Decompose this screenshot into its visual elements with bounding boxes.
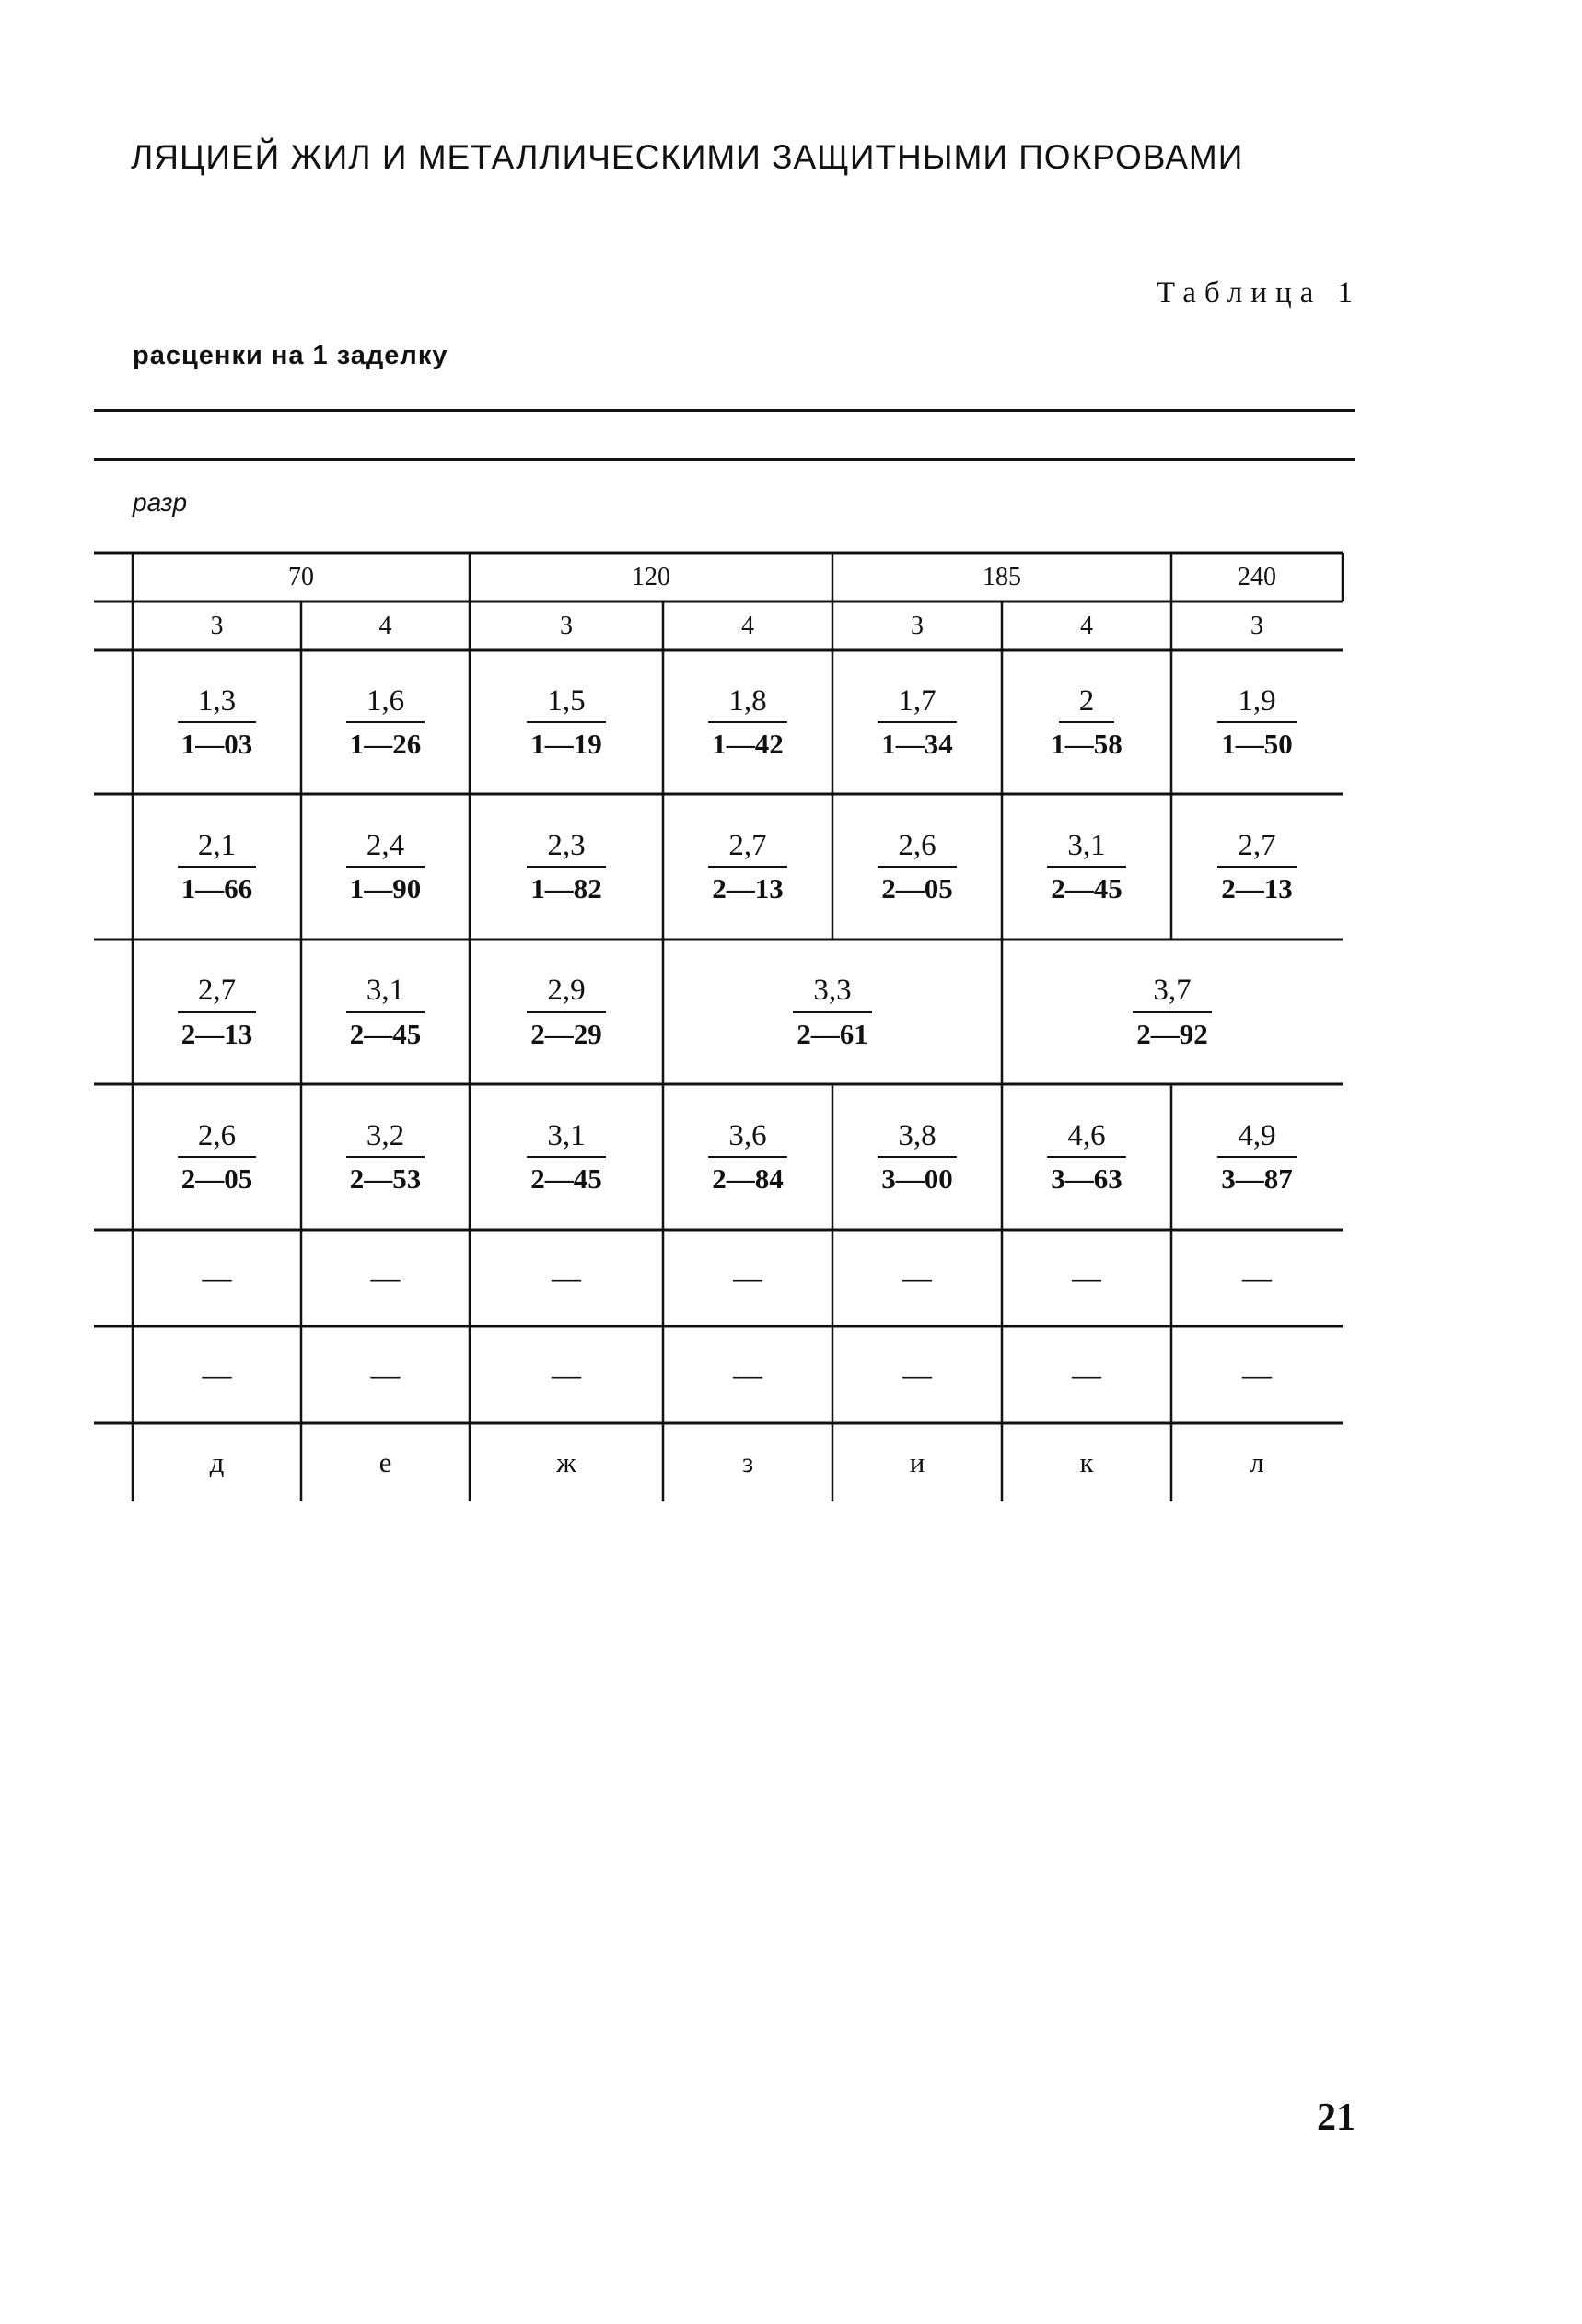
- page-number: 21: [1317, 2096, 1355, 2139]
- rate-price: 2—05: [180, 1162, 253, 1196]
- rate-fraction: [1047, 1119, 1125, 1195]
- rate-price: 1—90: [349, 872, 422, 905]
- rate-fraction: [1217, 684, 1296, 760]
- table-subtitle: расценки на 1 заделку: [133, 341, 448, 370]
- column-header-label: 4: [1080, 611, 1093, 640]
- rate-fraction: [708, 684, 786, 760]
- empty-cell: [1002, 1230, 1171, 1326]
- rate-time-norm: 3,3: [793, 974, 871, 1012]
- column-letter: д: [209, 1445, 225, 1478]
- dash-mark: —: [552, 1261, 581, 1294]
- column-header: [301, 601, 470, 650]
- rate-fraction: [527, 1119, 605, 1195]
- dash-mark: —: [1072, 1261, 1101, 1294]
- rate-fraction: [346, 684, 425, 760]
- rate-fraction: [878, 684, 956, 760]
- column-letter-cell: [301, 1423, 470, 1501]
- section-header: [133, 553, 470, 601]
- rate-fraction: [1133, 974, 1211, 1049]
- rate-time-norm: 2,4: [346, 829, 425, 868]
- dash-mark: —: [1242, 1261, 1272, 1294]
- rate-cell: [133, 1084, 301, 1230]
- rate-price: 2—53: [349, 1162, 422, 1196]
- column-header: [832, 601, 1002, 650]
- rate-fraction: [178, 829, 256, 905]
- column-header: [470, 601, 663, 650]
- rate-fraction: [1217, 829, 1296, 905]
- empty-cell: [301, 1326, 470, 1423]
- rate-time-norm: 3,6: [708, 1119, 786, 1158]
- dash-mark: —: [552, 1358, 581, 1391]
- rate-cell: [301, 940, 470, 1084]
- empty-cell: [1171, 1326, 1343, 1423]
- rate-time-norm: 2,1: [178, 829, 256, 868]
- column-letter-cell: [1171, 1423, 1343, 1501]
- rate-time-norm: 2,3: [527, 829, 605, 868]
- rate-cell: [301, 794, 470, 940]
- rate-cell: [470, 940, 663, 1084]
- rate-fraction: [708, 1119, 786, 1195]
- rate-cell: [832, 1084, 1002, 1230]
- dash-mark: —: [1242, 1358, 1272, 1391]
- section-header-label: 185: [983, 562, 1021, 591]
- rate-fraction: [793, 974, 871, 1049]
- column-letter-cell: [1002, 1423, 1171, 1501]
- empty-cell: [1171, 1230, 1343, 1326]
- column-letter: ж: [556, 1445, 576, 1478]
- empty-cell: [663, 1326, 832, 1423]
- rate-cell: [832, 650, 1002, 794]
- rate-fraction: [527, 974, 605, 1049]
- column-letter: и: [909, 1445, 925, 1478]
- rate-price: 2—13: [180, 1017, 253, 1050]
- column-letter: е: [378, 1445, 392, 1478]
- rate-cell: [301, 650, 470, 794]
- section-header: [1171, 553, 1343, 601]
- rate-time-norm: 4,9: [1217, 1119, 1296, 1158]
- rate-fraction: [1217, 1119, 1296, 1195]
- column-letter-cell: [133, 1423, 301, 1501]
- rate-fraction: [346, 1119, 425, 1195]
- rate-cell: [1002, 794, 1171, 940]
- rate-price: 1—42: [712, 728, 784, 761]
- rate-price: 2—45: [530, 1162, 602, 1196]
- rate-cell: [470, 650, 663, 794]
- rate-price: 3—63: [1051, 1162, 1123, 1196]
- rate-price: 3—00: [881, 1162, 953, 1196]
- rate-price: 2—45: [1051, 872, 1123, 905]
- rate-cell: [663, 1084, 832, 1230]
- dash-mark: —: [733, 1358, 762, 1391]
- column-header-label: 4: [741, 611, 754, 640]
- rate-price: 2—05: [881, 872, 953, 905]
- dash-mark: —: [733, 1261, 762, 1294]
- page-heading: ЛЯЦИЕЙ ЖИЛ И МЕТАЛЛИЧЕСКИМИ ЗАЩИТНЫМИ ПОКРОВАМИ: [131, 138, 1244, 176]
- rate-time-norm: 3,2: [346, 1119, 425, 1158]
- rate-price: 2—92: [1136, 1017, 1208, 1050]
- rate-price: 1—50: [1221, 728, 1293, 761]
- rate-time-norm: 4,6: [1047, 1119, 1125, 1158]
- rate-price: 2—45: [349, 1017, 422, 1050]
- column-header-label: 3: [210, 611, 224, 640]
- section-header-label: 120: [632, 562, 670, 591]
- rate-time-norm: 2,7: [1217, 829, 1296, 868]
- rate-fraction: [346, 974, 425, 1049]
- empty-cell: [133, 1230, 301, 1326]
- rate-price: 2—84: [712, 1162, 784, 1196]
- column-header: [663, 601, 832, 650]
- dash-mark: —: [202, 1358, 232, 1391]
- rate-price: 1—34: [881, 728, 953, 761]
- rate-time-norm: 2: [1059, 684, 1115, 723]
- rate-time-norm: 2,6: [178, 1119, 256, 1158]
- section-header: [470, 553, 832, 601]
- column-letter: з: [741, 1445, 754, 1478]
- column-header-label: 3: [560, 611, 573, 640]
- column-header-label: 4: [378, 611, 392, 640]
- rate-cell: [1002, 1084, 1171, 1230]
- rate-price: 2—29: [530, 1017, 602, 1050]
- column-letter: к: [1079, 1445, 1094, 1478]
- empty-cell: [832, 1230, 1002, 1326]
- rate-cell: [1002, 650, 1171, 794]
- rate-cell: [663, 794, 832, 940]
- rate-fraction: [708, 829, 786, 905]
- rate-fraction: [878, 1119, 956, 1195]
- rate-cell: [470, 1084, 663, 1230]
- rate-cell: [1171, 794, 1343, 940]
- dash-mark: —: [370, 1358, 401, 1391]
- rate-cell: [663, 940, 1002, 1084]
- column-letter: л: [1250, 1445, 1264, 1478]
- rate-time-norm: 2,6: [878, 829, 956, 868]
- column-letter-cell: [470, 1423, 663, 1501]
- rate-time-norm: 3,7: [1133, 974, 1211, 1012]
- rate-cell: [133, 650, 301, 794]
- section-header-label: 240: [1238, 562, 1276, 591]
- rate-time-norm: 1,7: [878, 684, 956, 723]
- rate-time-norm: 1,6: [346, 684, 425, 723]
- rate-fraction: [178, 974, 256, 1049]
- column-letter-cell: [832, 1423, 1002, 1501]
- rate-cell: [832, 794, 1002, 940]
- rate-time-norm: 1,5: [527, 684, 605, 723]
- rate-fraction: [878, 829, 956, 905]
- rate-time-norm: 3,1: [1047, 829, 1125, 868]
- rate-time-norm: 2,7: [178, 974, 256, 1012]
- section-header: [832, 553, 1171, 601]
- dash-mark: —: [902, 1358, 932, 1391]
- column-header-label: 3: [911, 611, 924, 640]
- rate-cell: [1171, 650, 1343, 794]
- rate-time-norm: 2,7: [708, 829, 786, 868]
- empty-cell: [1002, 1326, 1171, 1423]
- column-letter-cell: [663, 1423, 832, 1501]
- rate-fraction: [178, 684, 256, 760]
- dash-mark: —: [370, 1261, 401, 1294]
- rate-time-norm: 1,3: [178, 684, 256, 723]
- empty-cell: [301, 1230, 470, 1326]
- rate-fraction: [346, 829, 425, 905]
- rate-cell: [663, 650, 832, 794]
- column-header-label: 3: [1250, 611, 1263, 640]
- rate-fraction: [1047, 829, 1125, 905]
- empty-cell: [832, 1326, 1002, 1423]
- rate-price: 1—19: [530, 728, 602, 761]
- rate-fraction: [1051, 684, 1123, 760]
- rate-cell: [133, 794, 301, 940]
- rate-cell: [133, 940, 301, 1084]
- rate-time-norm: 3,1: [527, 1119, 605, 1158]
- rate-time-norm: 3,8: [878, 1119, 956, 1158]
- rate-time-norm: 1,9: [1217, 684, 1296, 723]
- rate-price: 2—61: [797, 1017, 868, 1050]
- section-header-label: 70: [288, 562, 314, 591]
- rate-cell: [470, 794, 663, 940]
- rate-fraction: [527, 684, 605, 760]
- empty-cell: [470, 1326, 663, 1423]
- empty-cell: [663, 1230, 832, 1326]
- dash-mark: —: [202, 1261, 232, 1294]
- column-header: [1002, 601, 1171, 650]
- rate-cell: [301, 1084, 470, 1230]
- rank-label: разр: [133, 488, 188, 517]
- rate-price: 2—13: [1221, 872, 1293, 905]
- empty-cell: [470, 1230, 663, 1326]
- rate-price: 1—58: [1051, 728, 1123, 761]
- empty-cell: [133, 1326, 301, 1423]
- rate-time-norm: 3,1: [346, 974, 425, 1012]
- rate-cell: [1002, 940, 1343, 1084]
- rate-fraction: [527, 829, 605, 905]
- column-header: [133, 601, 301, 650]
- dash-mark: —: [902, 1261, 932, 1294]
- rate-price: 3—87: [1221, 1162, 1293, 1196]
- rate-price: 2—13: [712, 872, 784, 905]
- rate-price: 1—03: [180, 728, 253, 761]
- dash-mark: —: [1072, 1358, 1101, 1391]
- rate-price: 1—82: [530, 872, 602, 905]
- rate-price: 1—26: [349, 728, 422, 761]
- rate-cell: [1171, 1084, 1343, 1230]
- rate-fraction: [178, 1119, 256, 1195]
- rate-price: 1—66: [180, 872, 253, 905]
- rate-time-norm: 2,9: [527, 974, 605, 1012]
- rate-time-norm: 1,8: [708, 684, 786, 723]
- table-label: Таблица 1: [1156, 276, 1361, 309]
- column-header: [1171, 601, 1343, 650]
